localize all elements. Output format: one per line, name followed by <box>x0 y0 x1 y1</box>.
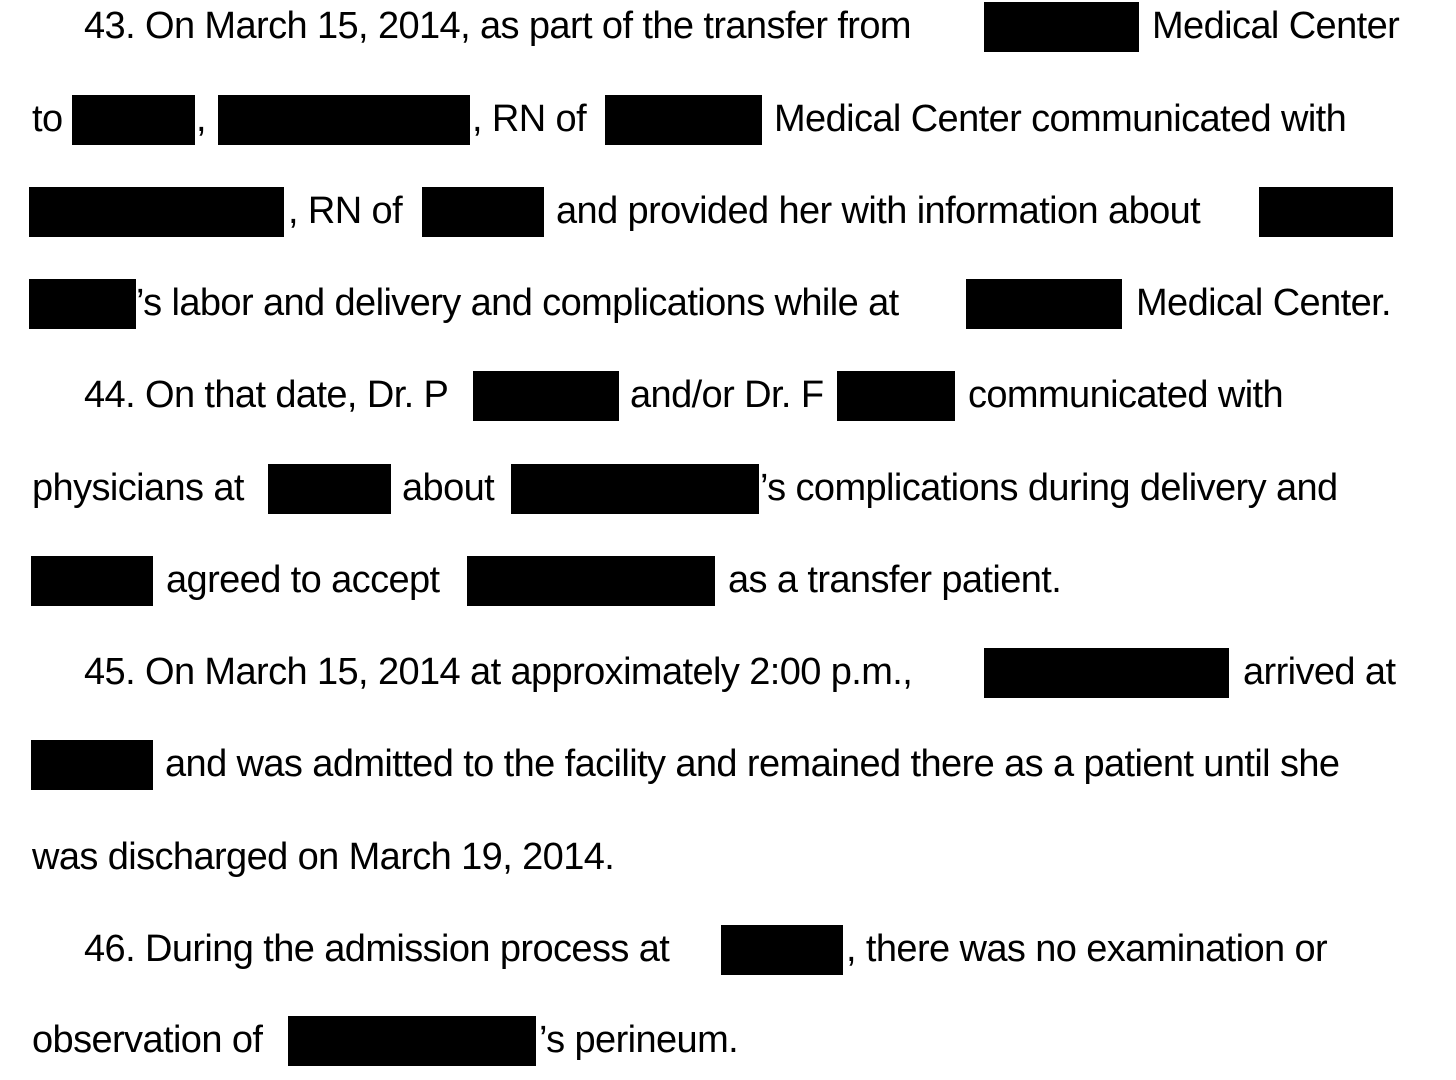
paragraph-text: , there was no examination or <box>846 928 1328 970</box>
paragraph-44-line <box>0 365 1456 425</box>
paragraph-43-line <box>0 181 1456 241</box>
paragraph-text: observation of <box>32 1019 263 1061</box>
redaction-block <box>984 648 1229 698</box>
paragraph-45-line <box>0 827 1456 887</box>
paragraph-text: physicians at <box>32 467 244 509</box>
redaction-block <box>966 279 1122 329</box>
paragraph-text: 43. On March 15, 2014, as part of the transfer from <box>84 5 911 47</box>
redaction-block <box>72 95 195 145</box>
paragraph-text: , RN of <box>472 98 587 140</box>
paragraph-text: was discharged on March 19, 2014. <box>32 836 615 878</box>
paragraph-text: arrived at <box>1243 651 1396 693</box>
redaction-block <box>29 279 136 329</box>
paragraph-43-line <box>0 89 1456 149</box>
paragraph-text: 46. During the admission process at <box>84 928 670 970</box>
paragraph-text: ’s perineum. <box>539 1019 739 1061</box>
redaction-block <box>422 187 544 237</box>
redaction-block <box>605 95 762 145</box>
paragraph-46-line <box>0 919 1456 979</box>
redaction-block <box>511 464 759 514</box>
paragraph-text: about <box>402 467 495 509</box>
redaction-block <box>218 95 470 145</box>
redaction-block <box>721 925 843 975</box>
redaction-block <box>31 556 153 606</box>
redaction-block <box>31 740 153 790</box>
paragraph-text: ’s labor and delivery and complications while at <box>136 282 899 324</box>
paragraph-text: and was admitted to the facility and remained there as a patient until she <box>165 743 1340 785</box>
paragraph-text: 44. On that date, Dr. P <box>84 374 449 416</box>
paragraph-45-line <box>0 734 1456 794</box>
paragraph-text: and/or Dr. F <box>630 374 824 416</box>
redaction-block <box>268 464 391 514</box>
paragraph-text: Medical Center. <box>1136 282 1392 324</box>
redaction-block <box>984 2 1139 52</box>
redaction-block <box>29 187 284 237</box>
paragraph-44-line <box>0 458 1456 518</box>
paragraph-44-line <box>0 550 1456 610</box>
redaction-block <box>1259 187 1393 237</box>
redaction-block <box>467 556 715 606</box>
paragraph-text: to <box>32 98 63 140</box>
paragraph-text: agreed to accept <box>166 559 440 601</box>
paragraph-text: 45. On March 15, 2014 at approximately 2:00 p.m., <box>84 651 913 693</box>
paragraph-46-line <box>0 1010 1456 1070</box>
paragraph-text: communicated with <box>968 374 1284 416</box>
paragraph-43-line <box>0 0 1456 56</box>
paragraph-text: , <box>196 98 206 140</box>
redaction-block <box>288 1016 536 1066</box>
redaction-block <box>473 371 619 421</box>
redaction-block <box>837 371 955 421</box>
paragraph-45-line <box>0 642 1456 702</box>
paragraph-text: Medical Center communicated with <box>774 98 1347 140</box>
paragraph-text: as a transfer patient. <box>728 559 1062 601</box>
paragraph-text: and provided her with information about <box>556 190 1201 232</box>
paragraph-text: Medical Center <box>1152 5 1400 47</box>
paragraph-43-line <box>0 273 1456 333</box>
paragraph-text: ’s complications during delivery and <box>760 467 1338 509</box>
paragraph-text: , RN of <box>288 190 403 232</box>
